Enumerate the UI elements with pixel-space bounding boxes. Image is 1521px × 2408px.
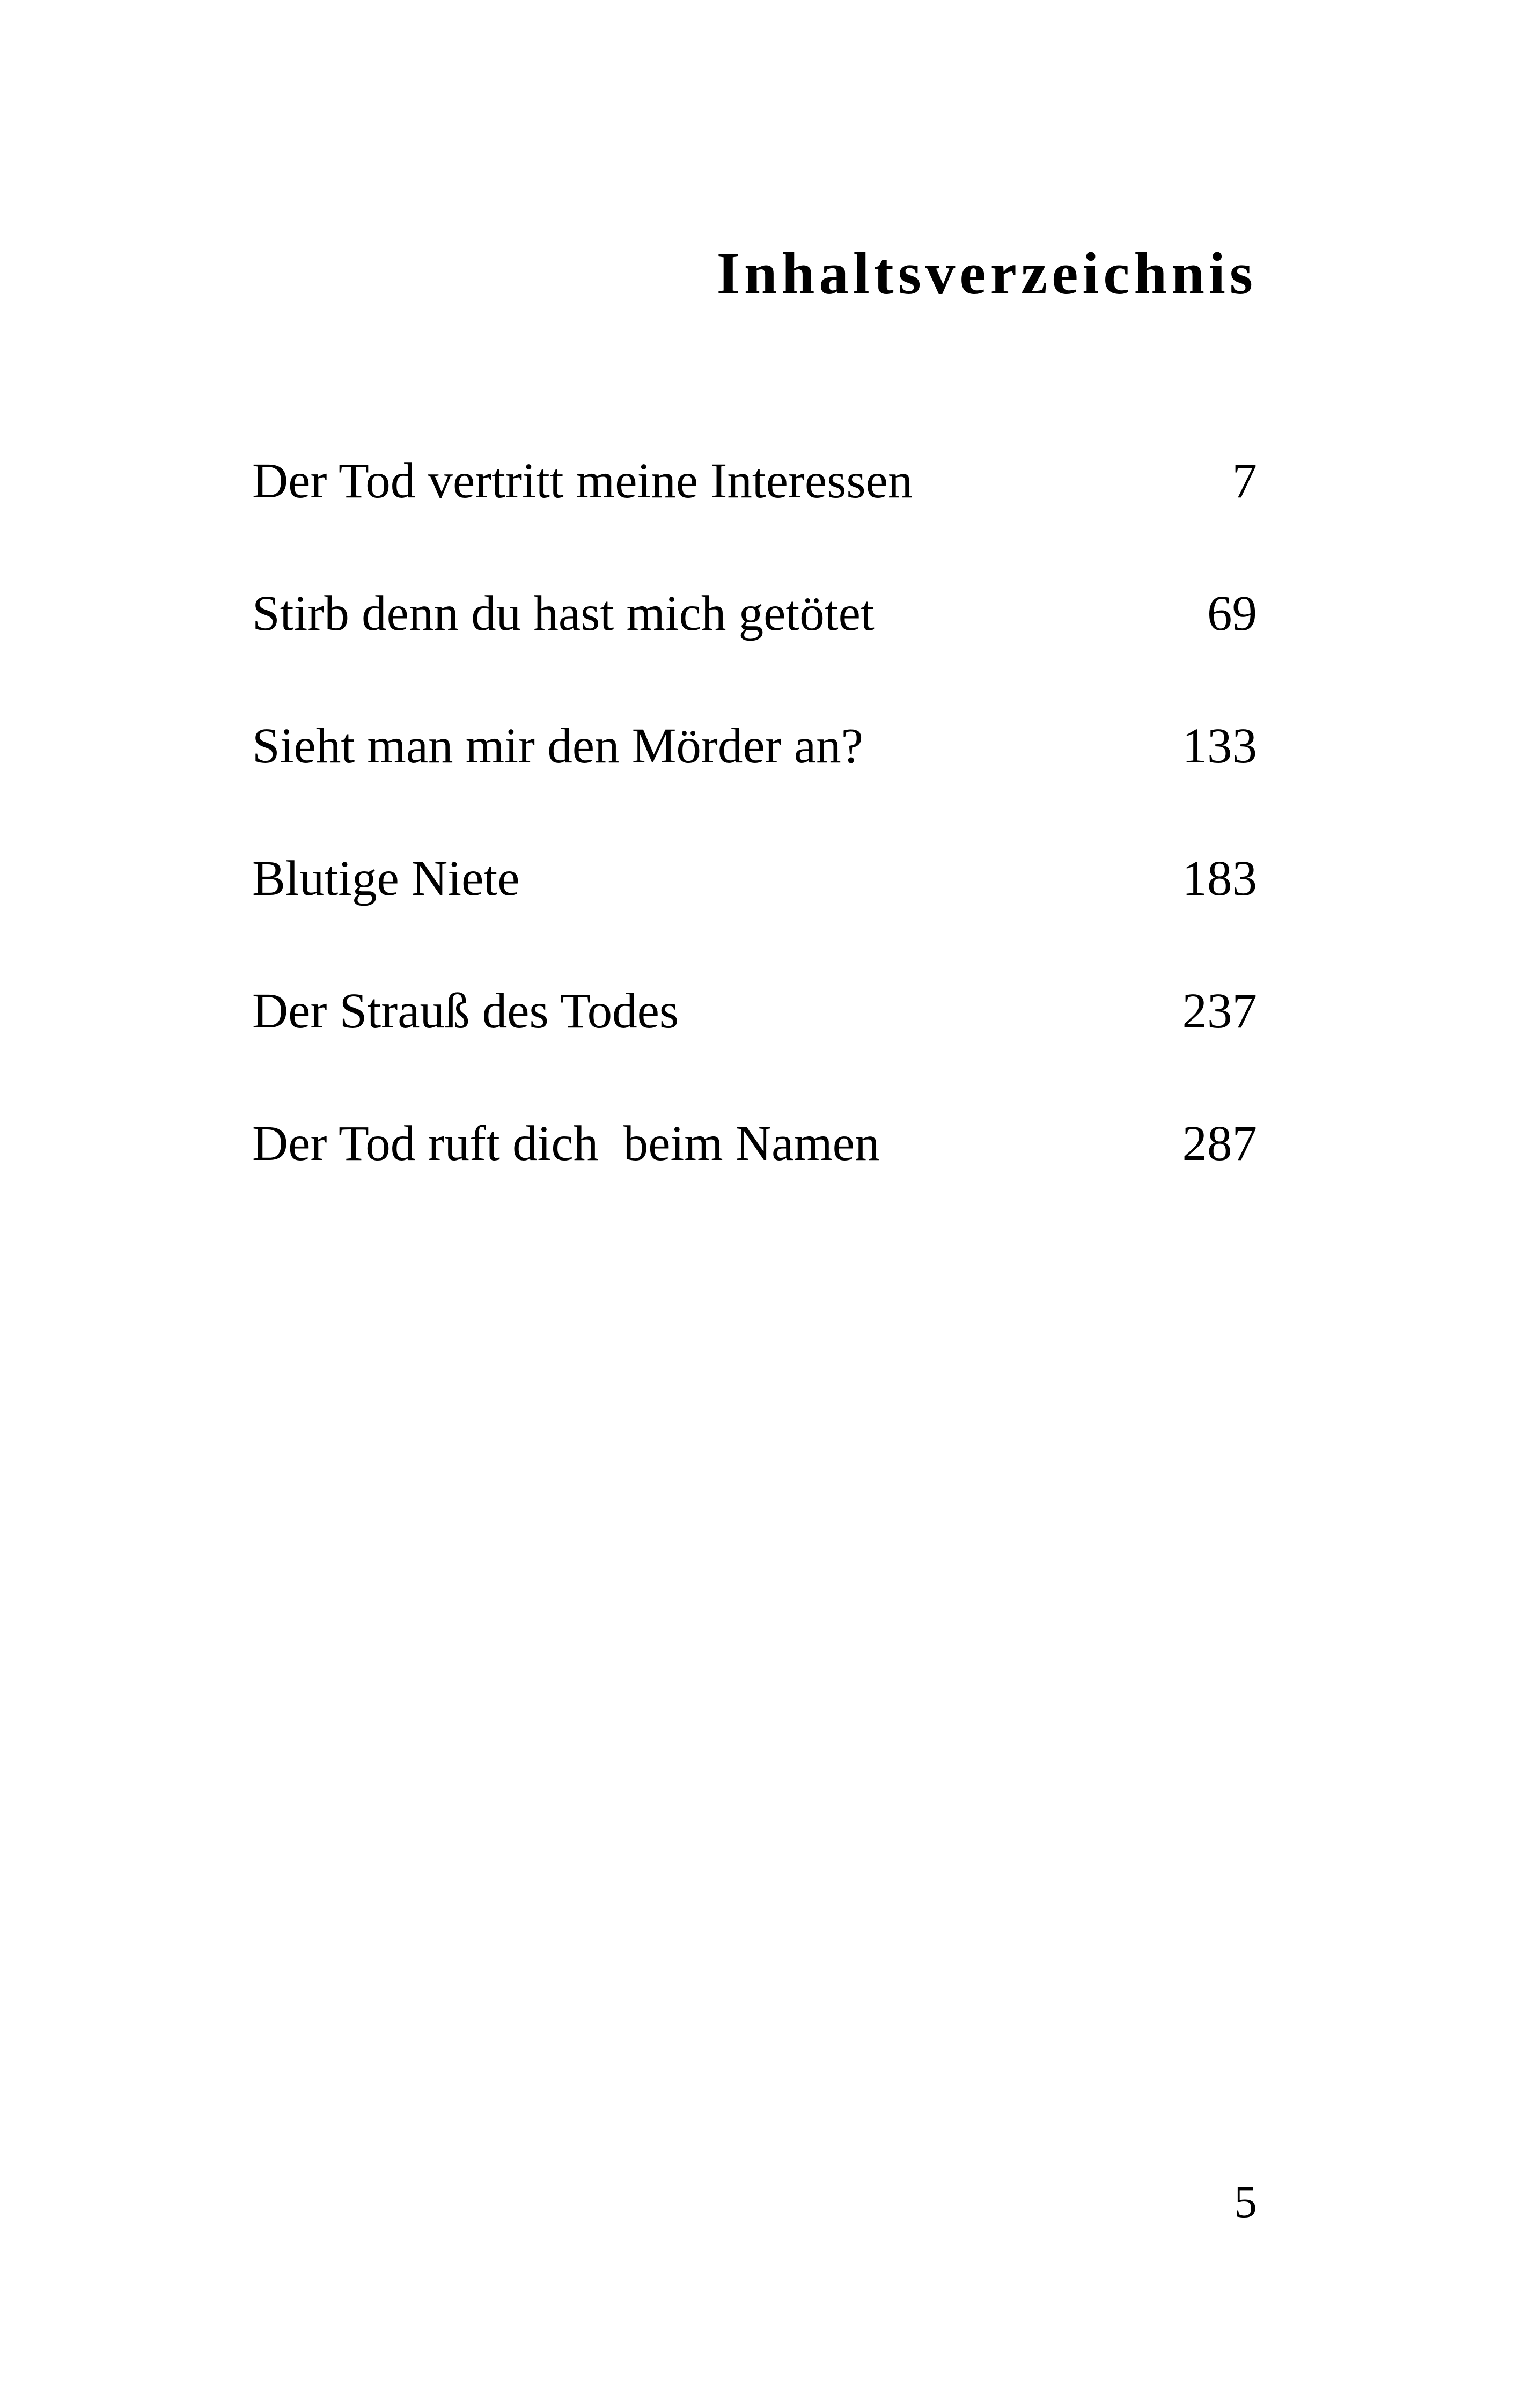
toc-entry-title: Der Tod vertritt meine Interessen: [252, 453, 913, 509]
toc-entry: [252, 453, 1257, 589]
toc-entry-title: Der Tod ruft dich beim Namen: [252, 1116, 880, 1171]
toc-entry-title: Sieht man mir den Mörder an?: [252, 718, 863, 774]
toc-entry: [252, 586, 1257, 721]
toc-entry-page: 287: [1182, 1116, 1257, 1171]
toc-entry-page: 183: [1182, 851, 1257, 906]
table-of-contents: [252, 453, 1257, 1251]
toc-entry-page: 133: [1182, 718, 1257, 774]
page-title: Inhaltsverzeichnis: [716, 241, 1257, 307]
toc-entry-title: Der Strauß des Todes: [252, 983, 679, 1039]
toc-entry: [252, 718, 1257, 854]
toc-entry: [252, 1116, 1257, 1251]
toc-entry: [252, 851, 1257, 986]
toc-entry-page: 237: [1182, 983, 1257, 1039]
page-number: 5: [1234, 2176, 1257, 2227]
toc-entry-title: Stirb denn du hast mich getötet: [252, 586, 875, 641]
toc-entry-title: Blutige Niete: [252, 851, 520, 906]
toc-entry-page: 69: [1207, 586, 1257, 641]
toc-entry-page: 7: [1232, 453, 1257, 509]
toc-entry: [252, 983, 1257, 1119]
